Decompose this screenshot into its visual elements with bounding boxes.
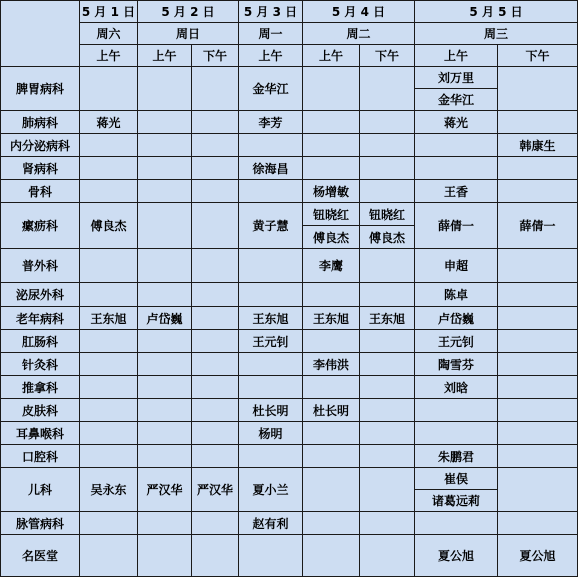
schedule-cell bbox=[80, 283, 138, 307]
schedule-cell bbox=[303, 445, 360, 468]
schedule-cell bbox=[138, 535, 192, 577]
schedule-cell bbox=[303, 157, 360, 180]
schedule-cell bbox=[138, 203, 192, 249]
schedule-cell bbox=[239, 445, 303, 468]
schedule-cell bbox=[192, 535, 239, 577]
doctor-cell: 卢岱巍 bbox=[415, 307, 498, 330]
department-label: 耳鼻喉科 bbox=[1, 422, 80, 445]
schedule-cell bbox=[498, 180, 578, 203]
doctor-cell: 严汉华 bbox=[138, 468, 192, 512]
schedule-cell bbox=[498, 283, 578, 307]
doctor-cell: 杜长明 bbox=[303, 399, 360, 422]
schedule-cell bbox=[239, 535, 303, 577]
schedule-cell bbox=[498, 353, 578, 376]
doctor-cell: 刘晗 bbox=[415, 376, 498, 399]
date-header: 5 月 1 日 bbox=[80, 1, 138, 23]
schedule-cell bbox=[239, 353, 303, 376]
schedule-cell bbox=[80, 157, 138, 180]
schedule-cell bbox=[498, 307, 578, 330]
schedule-cell bbox=[498, 399, 578, 422]
schedule-cell bbox=[415, 157, 498, 180]
doctor-cell: 金华江 bbox=[239, 67, 303, 111]
pm-header: 下午 bbox=[498, 45, 578, 67]
doctor-cell: 王元钊 bbox=[239, 330, 303, 353]
department-label: 脾胃病科 bbox=[1, 67, 80, 111]
schedule-cell bbox=[80, 180, 138, 203]
department-label: 口腔科 bbox=[1, 445, 80, 468]
schedule-cell bbox=[80, 445, 138, 468]
schedule-cell bbox=[80, 399, 138, 422]
pm-header: 下午 bbox=[192, 45, 239, 67]
schedule-cell bbox=[192, 203, 239, 249]
schedule-cell bbox=[192, 330, 239, 353]
schedule-cell bbox=[303, 468, 360, 512]
schedule-cell bbox=[192, 157, 239, 180]
schedule-cell bbox=[239, 376, 303, 399]
doctor-cell: 陶雪芬 bbox=[415, 353, 498, 376]
pm-header: 下午 bbox=[360, 45, 415, 67]
doctor-cell: 刘万里 bbox=[415, 67, 498, 89]
doctor-cell: 申超 bbox=[415, 249, 498, 283]
schedule-cell bbox=[360, 376, 415, 399]
department-label: 瘰疬科 bbox=[1, 203, 80, 249]
department-label: 老年病科 bbox=[1, 307, 80, 330]
schedule-cell bbox=[80, 512, 138, 535]
schedule-cell bbox=[192, 445, 239, 468]
schedule-cell bbox=[192, 249, 239, 283]
doctor-cell: 陈卓 bbox=[415, 283, 498, 307]
schedule-cell bbox=[360, 134, 415, 157]
doctor-cell: 蒋光 bbox=[415, 111, 498, 134]
date-header: 5 月 2 日 bbox=[138, 1, 239, 23]
department-label: 皮肤科 bbox=[1, 399, 80, 422]
schedule-cell bbox=[192, 111, 239, 134]
doctor-cell: 杨增敏 bbox=[303, 180, 360, 203]
schedule-cell bbox=[80, 330, 138, 353]
schedule-cell bbox=[192, 399, 239, 422]
schedule-cell bbox=[192, 283, 239, 307]
doctor-cell: 傅良杰 bbox=[80, 203, 138, 249]
schedule-cell bbox=[498, 512, 578, 535]
schedule-cell bbox=[498, 422, 578, 445]
schedule-cell bbox=[239, 249, 303, 283]
schedule-cell bbox=[138, 283, 192, 307]
doctor-cell: 傅良杰 bbox=[360, 226, 415, 249]
department-label: 针灸科 bbox=[1, 353, 80, 376]
department-label: 肺病科 bbox=[1, 111, 80, 134]
schedule-cell bbox=[498, 249, 578, 283]
schedule-cell bbox=[360, 180, 415, 203]
doctor-cell: 李芳 bbox=[239, 111, 303, 134]
schedule-cell bbox=[80, 249, 138, 283]
schedule-cell bbox=[239, 283, 303, 307]
schedule-cell bbox=[80, 67, 138, 111]
schedule-cell bbox=[360, 512, 415, 535]
schedule-cell bbox=[360, 468, 415, 512]
doctor-cell: 徐海昌 bbox=[239, 157, 303, 180]
department-label: 肛肠科 bbox=[1, 330, 80, 353]
schedule-cell bbox=[138, 249, 192, 283]
schedule-cell bbox=[303, 512, 360, 535]
department-label: 脉管病科 bbox=[1, 512, 80, 535]
schedule-cell bbox=[80, 376, 138, 399]
schedule-cell bbox=[498, 111, 578, 134]
schedule-cell bbox=[192, 376, 239, 399]
department-label: 推拿科 bbox=[1, 376, 80, 399]
schedule-cell bbox=[138, 445, 192, 468]
schedule-cell bbox=[360, 445, 415, 468]
department-label: 名医堂 bbox=[1, 535, 80, 577]
schedule-cell bbox=[498, 445, 578, 468]
schedule-cell bbox=[303, 330, 360, 353]
doctor-cell: 夏小兰 bbox=[239, 468, 303, 512]
schedule-cell bbox=[192, 512, 239, 535]
date-header: 5 月 4 日 bbox=[303, 1, 415, 23]
schedule-cell bbox=[303, 134, 360, 157]
schedule-cell bbox=[138, 376, 192, 399]
schedule-cell bbox=[498, 376, 578, 399]
schedule-cell bbox=[498, 330, 578, 353]
doctor-cell: 王东旭 bbox=[303, 307, 360, 330]
schedule-cell bbox=[498, 67, 578, 111]
schedule-cell bbox=[80, 422, 138, 445]
doctor-cell: 金华江 bbox=[415, 89, 498, 111]
weekday-header: 周三 bbox=[415, 23, 578, 45]
doctor-cell: 薛倩一 bbox=[415, 203, 498, 249]
am-header: 上午 bbox=[80, 45, 138, 67]
header-corner-cell bbox=[1, 1, 80, 67]
schedule-cell bbox=[415, 134, 498, 157]
schedule-cell bbox=[80, 535, 138, 577]
schedule-cell bbox=[360, 283, 415, 307]
date-header: 5 月 5 日 bbox=[415, 1, 578, 23]
am-header: 上午 bbox=[415, 45, 498, 67]
schedule-cell bbox=[498, 468, 578, 512]
doctor-cell: 朱鹏君 bbox=[415, 445, 498, 468]
doctor-cell: 卢岱巍 bbox=[138, 307, 192, 330]
department-label: 普外科 bbox=[1, 249, 80, 283]
doctor-cell: 杜长明 bbox=[239, 399, 303, 422]
doctor-cell: 崔俣 bbox=[415, 468, 498, 490]
doctor-cell: 杨明 bbox=[239, 422, 303, 445]
weekday-header: 周日 bbox=[138, 23, 239, 45]
doctor-cell: 王元钊 bbox=[415, 330, 498, 353]
doctor-cell: 韩康生 bbox=[498, 134, 578, 157]
schedule-cell bbox=[138, 134, 192, 157]
schedule-cell bbox=[138, 330, 192, 353]
weekday-header: 周六 bbox=[80, 23, 138, 45]
schedule-cell bbox=[360, 111, 415, 134]
department-label: 肾病科 bbox=[1, 157, 80, 180]
schedule-cell bbox=[80, 134, 138, 157]
schedule-cell bbox=[138, 399, 192, 422]
doctor-cell: 赵有利 bbox=[239, 512, 303, 535]
doctor-cell: 蒋光 bbox=[80, 111, 138, 134]
doctor-cell: 严汉华 bbox=[192, 468, 239, 512]
schedule-cell bbox=[360, 249, 415, 283]
doctor-cell: 诸葛远莉 bbox=[415, 490, 498, 512]
doctor-cell: 王东旭 bbox=[239, 307, 303, 330]
weekday-header: 周二 bbox=[303, 23, 415, 45]
schedule-cell bbox=[192, 134, 239, 157]
schedule-cell bbox=[192, 180, 239, 203]
doctor-cell: 吴永东 bbox=[80, 468, 138, 512]
am-header: 上午 bbox=[138, 45, 192, 67]
schedule-cell bbox=[138, 512, 192, 535]
doctor-cell: 夏公旭 bbox=[415, 535, 498, 577]
schedule-cell bbox=[192, 353, 239, 376]
schedule-cell bbox=[80, 353, 138, 376]
doctor-cell: 傅良杰 bbox=[303, 226, 360, 249]
am-header: 上午 bbox=[303, 45, 360, 67]
doctor-cell: 夏公旭 bbox=[498, 535, 578, 577]
schedule-cell bbox=[415, 399, 498, 422]
department-label: 内分泌病科 bbox=[1, 134, 80, 157]
schedule-cell bbox=[138, 67, 192, 111]
schedule-cell bbox=[360, 353, 415, 376]
schedule-cell bbox=[360, 157, 415, 180]
schedule-cell bbox=[360, 535, 415, 577]
schedule-cell bbox=[138, 422, 192, 445]
doctor-cell: 薛倩一 bbox=[498, 203, 578, 249]
schedule-cell bbox=[498, 157, 578, 180]
schedule-cell bbox=[303, 376, 360, 399]
schedule-cell bbox=[138, 157, 192, 180]
schedule-cell bbox=[360, 399, 415, 422]
department-label: 儿科 bbox=[1, 468, 80, 512]
doctor-cell: 王香 bbox=[415, 180, 498, 203]
schedule-cell bbox=[239, 134, 303, 157]
schedule-cell bbox=[138, 111, 192, 134]
am-header: 上午 bbox=[239, 45, 303, 67]
schedule-cell bbox=[360, 67, 415, 111]
schedule-cell bbox=[192, 67, 239, 111]
schedule-cell bbox=[138, 180, 192, 203]
schedule-cell bbox=[415, 512, 498, 535]
date-header: 5 月 3 日 bbox=[239, 1, 303, 23]
schedule-cell bbox=[303, 422, 360, 445]
schedule-cell bbox=[303, 67, 360, 111]
doctor-cell: 黄子慧 bbox=[239, 203, 303, 249]
schedule-cell bbox=[303, 535, 360, 577]
doctor-cell: 王东旭 bbox=[80, 307, 138, 330]
schedule-cell bbox=[360, 422, 415, 445]
schedule-cell bbox=[192, 307, 239, 330]
doctor-cell: 李伟洪 bbox=[303, 353, 360, 376]
weekday-header: 周一 bbox=[239, 23, 303, 45]
department-label: 泌尿外科 bbox=[1, 283, 80, 307]
schedule-cell bbox=[192, 422, 239, 445]
schedule-cell bbox=[360, 330, 415, 353]
schedule-cell bbox=[303, 111, 360, 134]
schedule-cell bbox=[138, 353, 192, 376]
department-label: 骨科 bbox=[1, 180, 80, 203]
doctor-cell: 钮晓红 bbox=[360, 203, 415, 226]
doctor-cell: 钮晓红 bbox=[303, 203, 360, 226]
schedule-cell bbox=[415, 422, 498, 445]
schedule-cell bbox=[303, 283, 360, 307]
schedule-cell bbox=[239, 180, 303, 203]
doctor-cell: 王东旭 bbox=[360, 307, 415, 330]
doctor-cell: 李鹰 bbox=[303, 249, 360, 283]
